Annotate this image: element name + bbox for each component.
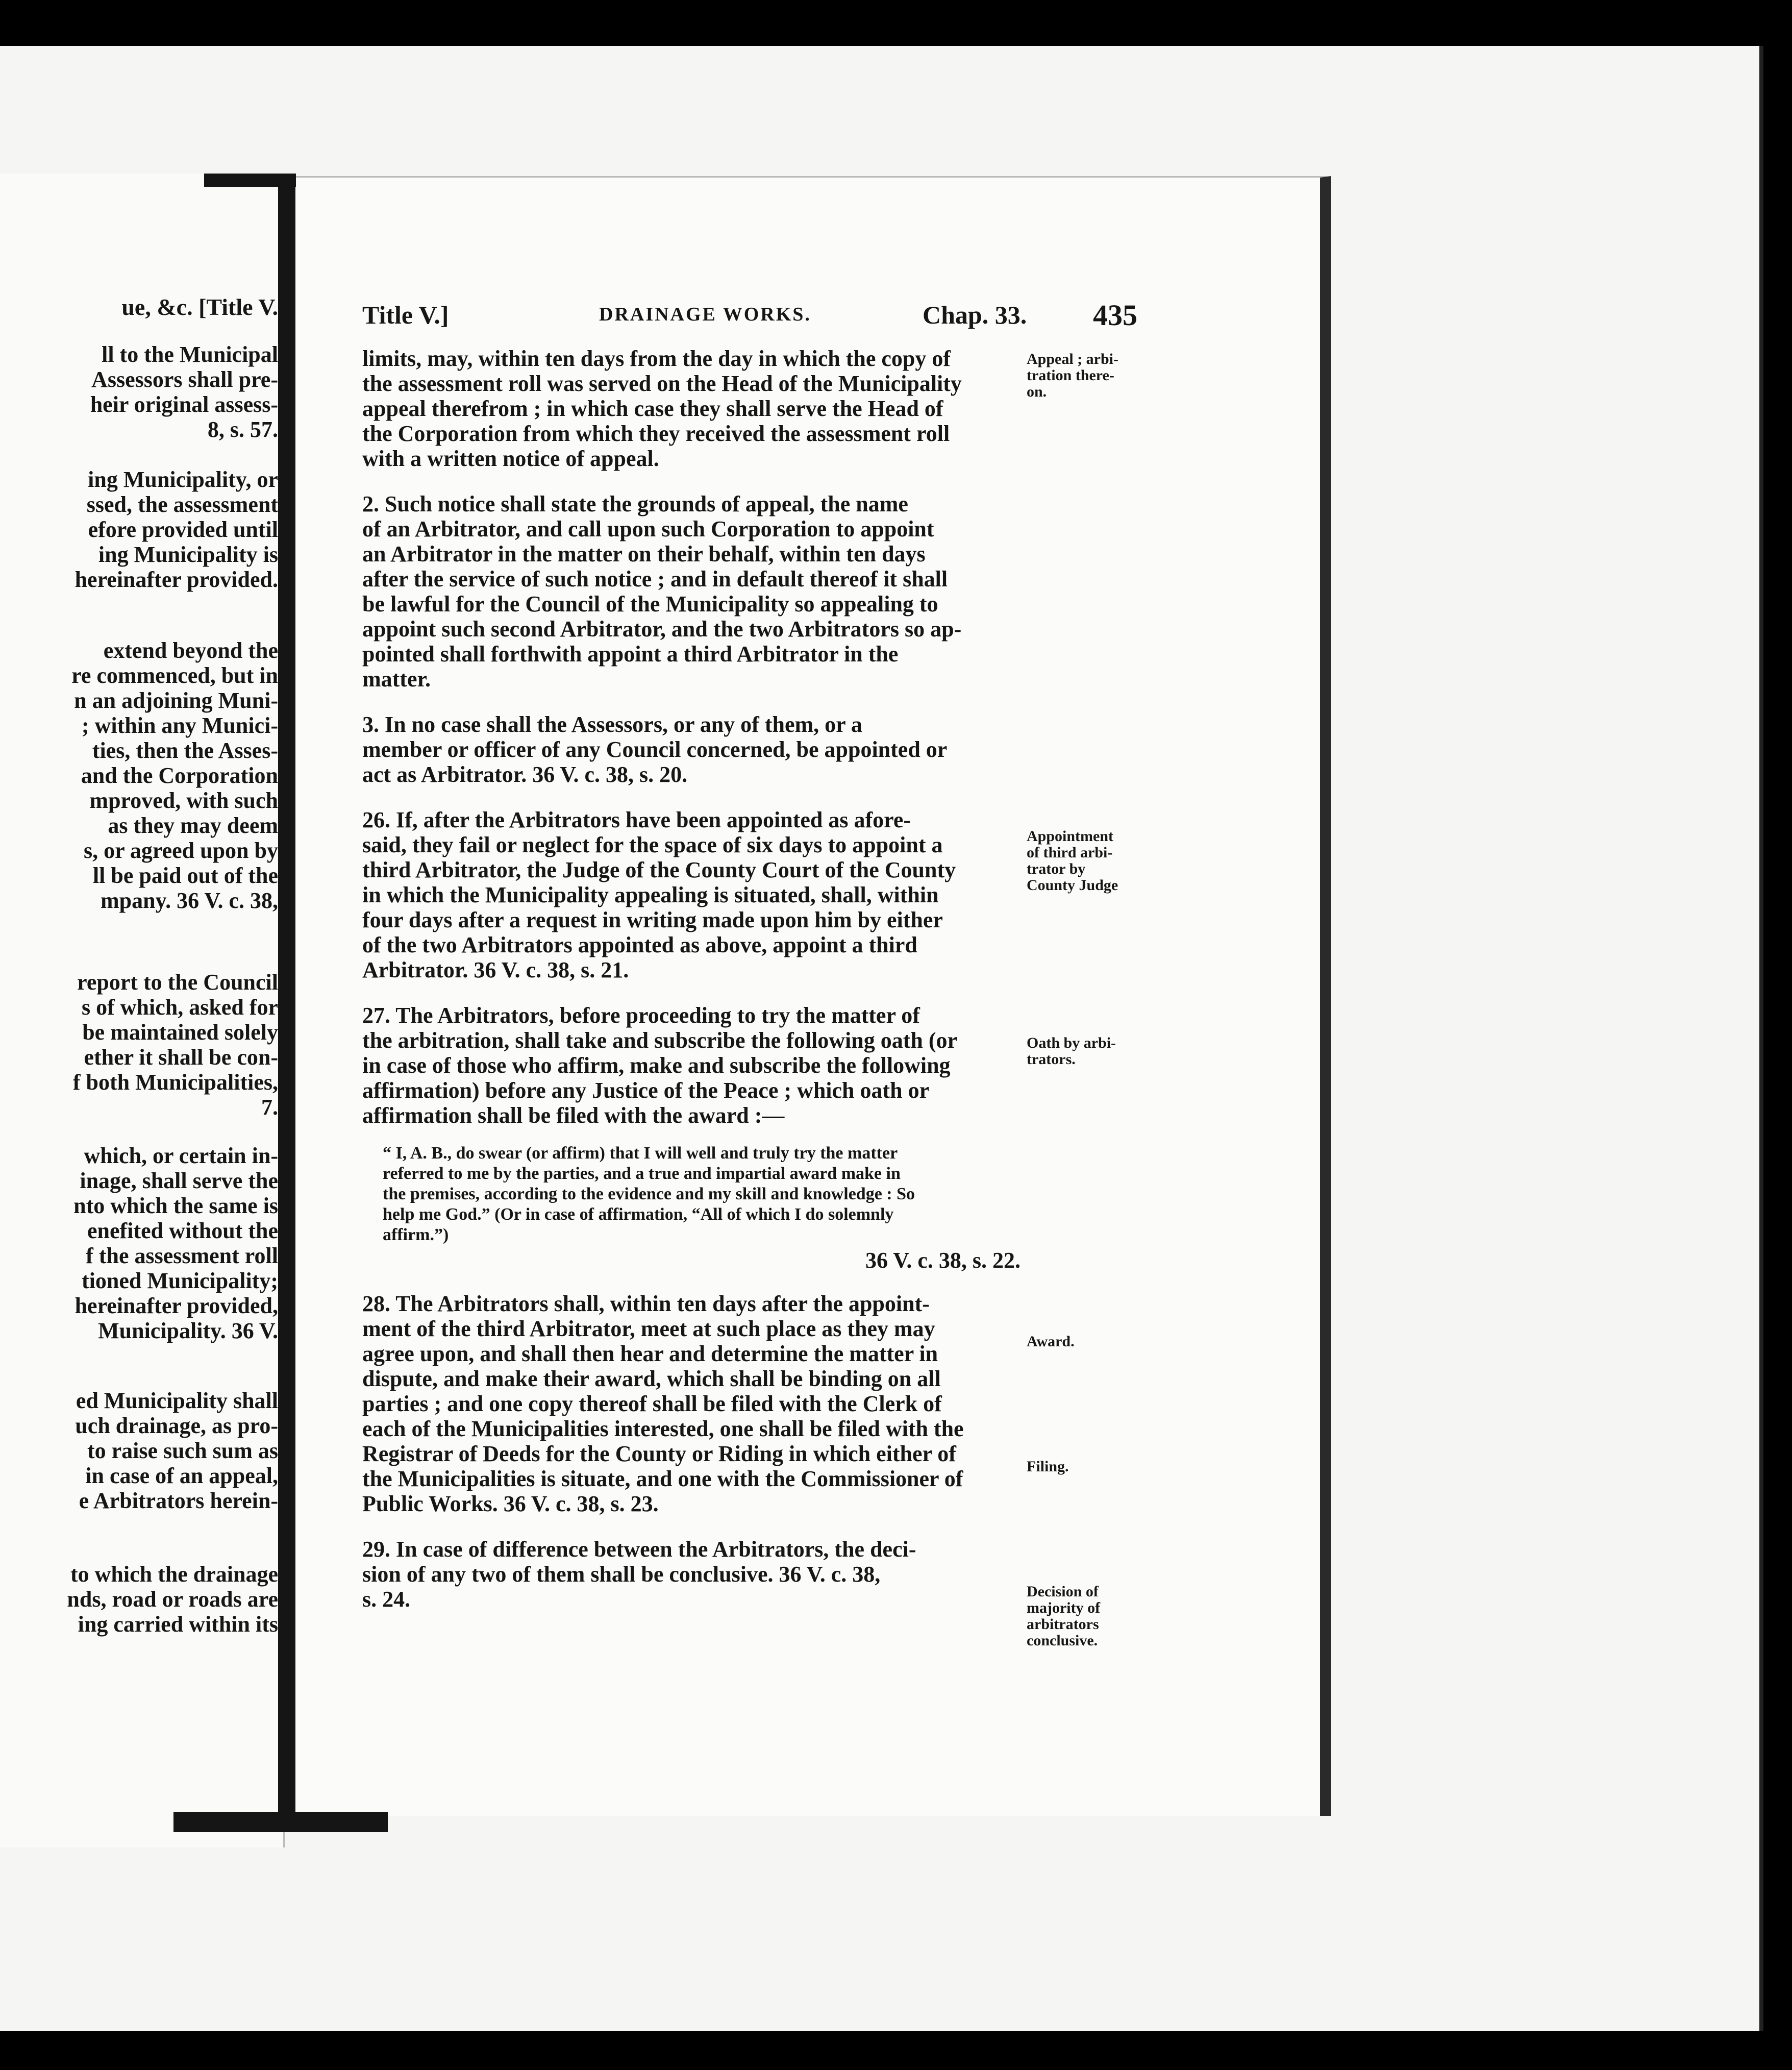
left-page: [0, 174, 285, 1847]
left-running-head: ue, &c. [Title V.: [121, 294, 278, 320]
marginal-note-award: Award.: [1027, 1333, 1075, 1350]
subsection-2: 2. Such notice shall state the grounds of appeal, the name of an Arbitrator, and call upon such Corporation to appoint an Arbitrator in the matter on their behalf, within ten days after the service of such notice ; and in default thereof it shall be lawful for the Council of the Municipality so appealing to appoint such second Arbitrator, and the two Arbitrators so ap- pointed shall forthwith appoint a third Arbitrator in the matter.: [362, 491, 962, 692]
marginal-note-filing: Filing.: [1027, 1458, 1069, 1475]
paragraph-continuation: limits, may, within ten days from the day in which the copy of the assessment roll was served on the Head of the Municipality appeal therefrom ; in which case they shall serve the Head of the Corporation from which they received the assessment roll with a written notice of appeal.: [362, 346, 962, 471]
left-block-2: ing Municipality, or ssed, the assessment efore provided until ing Municipality is hereinafter provided.: [74, 467, 278, 592]
right-page: [287, 176, 1331, 1816]
section-27: 27. The Arbitrators, before proceeding to try the matter of the arbitration, shall take and subscribe the following oath (or in case of those who affirm, make and subscribe the following affirmation) before any Justice of the Peace ; which oath or affirmation shall be filed with the award :—: [362, 1003, 958, 1128]
marginal-note-appeal: Appeal ; arbi- tration there- on.: [1027, 351, 1118, 400]
chapter-label: Chap. 33.: [923, 301, 1027, 329]
page-number: 435: [1093, 299, 1137, 332]
left-block-6: ed Municipality shall uch drainage, as pro- to raise such sum as in case of an appeal, e Arbitrators herein-: [75, 1388, 278, 1513]
oath-citation: 36 V. c. 38, s. 22.: [865, 1248, 1021, 1273]
left-block-5: which, or certain in- inage, shall serve the nto which the same is enefited without the f the assessment roll tioned Municipality; hereinafter provided, Municipality. 36 V.: [73, 1143, 278, 1343]
oath-text: “ I, A. B., do swear (or affirm) that I will well and truly try the matter referred to me by the parties, and a true and impartial award make in the premises, according to the evidence and my skill and knowledge : So help me God.” (Or in case of affirmation, “All of which I do solemnly affirm.”) 36 V. c. 38, s. 22.: [362, 1143, 1021, 1276]
running-center-title: DRAINAGE WORKS.: [599, 304, 811, 325]
left-block-7: to which the drainage nds, road or roads are ing carried within its: [67, 1562, 278, 1637]
section-29: 29. In case of difference between the Arbitrators, the deci- sion of any two of them shall be conclusive. 36 V. c. 38, s. 24.: [362, 1537, 916, 1612]
section-28: 28. The Arbitrators shall, within ten days after the appoint- ment of the third Arbitrator, meet at such place as they may agree upon, and shall then hear and determine the matter in dispute, and make their award, which shall be binding on all parties ; and one copy thereof shall be filed with the Clerk of each of the Municipalities interested, one shall be filed with the Registrar of Deeds for the County or Riding in which either of the Municipalities is situate, and one with the Commissioner of Public Works. 36 V. c. 38, s. 23.: [362, 1291, 964, 1516]
body-text: [362, 346, 1314, 1649]
section-26: 26. If, after the Arbitrators have been appointed as afore- said, they fail or neglect for the space of six days to appoint a third Arbitrator, the Judge of the County Court of the County in which the Municipality appealing is situated, shall, within four days after a request in writing made upon him by either of the two Arbitrators appointed as above, appoint a third Arbitrator. 36 V. c. 38, s. 21.: [362, 807, 956, 982]
running-title: Title V.]: [362, 301, 449, 329]
marginal-note-decision: Decision of majority of arbitrators conclusive.: [1027, 1583, 1101, 1649]
subsection-3: 3. In no case shall the Assessors, or any of them, or a member or officer of any Council concerned, be appointed or act as Arbitrator. 36 V. c. 38, s. 20.: [362, 712, 948, 787]
clamp-vertical-bar: [278, 174, 295, 1812]
left-block-1: ll to the Municipal Assessors shall pre- heir original assess- 8, s. 57.: [90, 342, 278, 442]
marginal-note-oath: Oath by arbi- trators.: [1027, 1034, 1116, 1068]
marginal-note-appointment: Appointment of third arbi- trator by County Judge: [1027, 828, 1118, 894]
scan-bottom-edge: [0, 2031, 1792, 2070]
left-block-3: extend beyond the re commenced, but in n an adjoining Muni- ; within any Munici- ties, then the Asses- and the Corporation mproved, with such as they may deem s, or agreed upon by ll be paid out of the mpany. 36 V. c. 38,: [71, 638, 278, 913]
left-block-4: report to the Council s of which, asked for be maintained solely ether it shall be con- f both Municipalities, 7.: [72, 970, 278, 1120]
clamp-bottom-bar: [173, 1812, 388, 1832]
running-head: [287, 300, 1320, 331]
